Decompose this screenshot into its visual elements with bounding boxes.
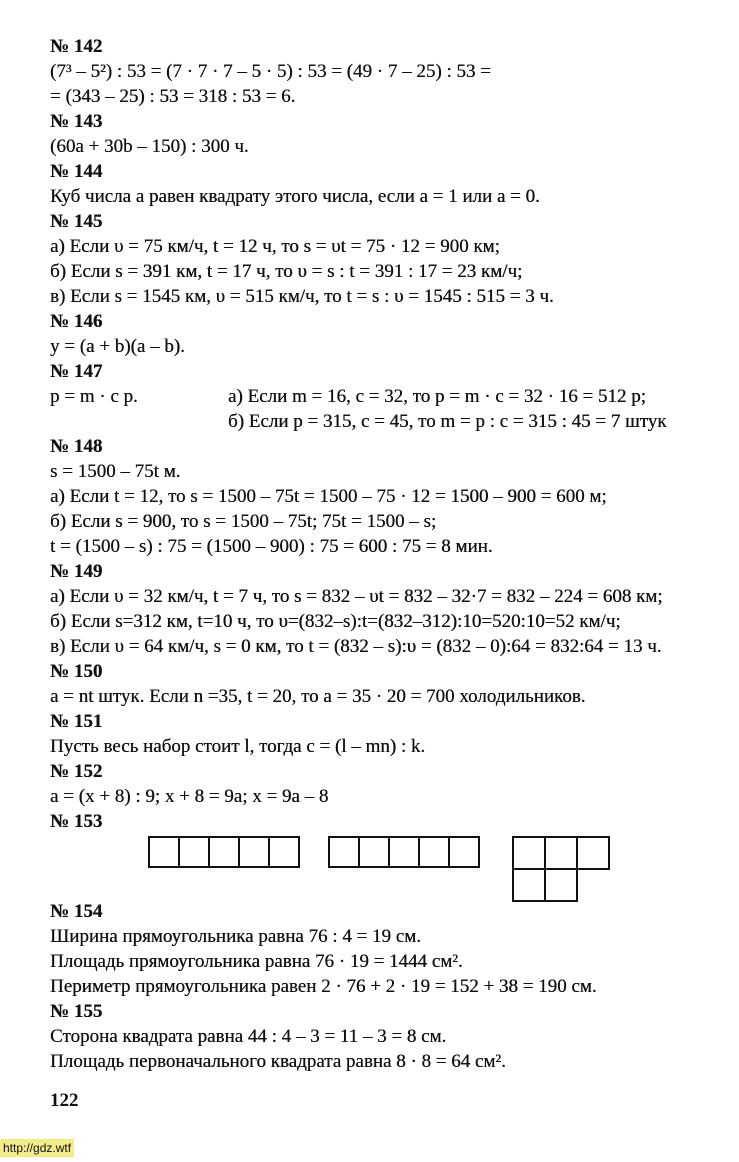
solution-line: Сторона квадрата равна 44 : 4 – 3 = 11 – 3 = 8 см. — [50, 1026, 447, 1047]
grid-square — [208, 836, 240, 868]
exercise-number: № 148 — [50, 436, 103, 457]
shape-figure — [328, 836, 478, 866]
exercise-number: № 154 — [50, 901, 103, 922]
grid-square — [448, 836, 480, 868]
exercise-number: № 142 — [50, 36, 103, 57]
shape-figure — [512, 836, 608, 900]
solution-line: Пусть весь набор стоит l, тогда c = (l – mn) : k. — [50, 736, 426, 757]
solution-line: s = 1500 – 75t м. — [50, 461, 181, 482]
solution-line: а) Если m = 16, c = 32, то p = m · c = 32 · 16 = 512 р; — [228, 386, 646, 407]
solution-line: б) Если s = 391 км, t = 17 ч, то υ = s : t = 391 : 17 = 23 км/ч; — [50, 261, 523, 282]
solution-line: a = (x + 8) : 9; x + 8 = 9a; x = 9a – 8 — [50, 786, 329, 807]
grid-square — [418, 836, 450, 868]
solution-line: = (343 – 25) : 53 = 318 : 53 = 6. — [50, 86, 296, 107]
exercise-number: № 146 — [50, 311, 103, 332]
solution-row — [50, 409, 739, 434]
exercise-section — [50, 209, 739, 309]
grid-square — [544, 836, 578, 870]
exercise-section — [50, 34, 739, 109]
grid-square — [512, 836, 546, 870]
grid-square — [576, 836, 610, 870]
exercise-number: № 145 — [50, 211, 103, 232]
solution-line: (60a + 30b – 150) : 300 ч. — [50, 136, 249, 157]
exercise-number: № 153 — [50, 811, 103, 832]
exercise-section — [50, 999, 739, 1074]
solution-line: б) Если p = 315, c = 45, то m = p : c = 315 : 45 = 7 штук — [228, 411, 667, 432]
exercise-number: № 151 — [50, 711, 103, 732]
exercise-section — [50, 559, 739, 659]
exercise-section — [50, 759, 739, 809]
exercise-section — [50, 359, 739, 434]
exercise-section — [50, 309, 739, 359]
exercise-section — [50, 434, 739, 559]
solution-line: (7³ – 5²) : 53 = (7 · 7 · 7 – 5 · 5) : 53 = (49 · 7 – 25) : 53 = — [50, 61, 491, 82]
solution-line: Куб числа a равен квадрату этого числа, если a = 1 или a = 0. — [50, 186, 540, 207]
solution-line: а) Если t = 12, то s = 1500 – 75t = 1500 – 75 · 12 = 1500 – 900 = 600 м; — [50, 486, 607, 507]
exercise-number: № 150 — [50, 661, 103, 682]
grid-square — [388, 836, 420, 868]
solution-line: a = nt штук. Если n =35, t = 20, то a = 35 · 20 = 700 холодильников. — [50, 686, 586, 707]
exercise-section — [50, 109, 739, 159]
formula: p = m · c р. — [50, 386, 138, 407]
exercise-number: № 143 — [50, 111, 103, 132]
exercise-number: № 155 — [50, 1001, 103, 1022]
grid-square — [268, 836, 300, 868]
watermark-link[interactable]: http://gdz.wtf — [0, 1139, 74, 1157]
exercise-section — [50, 809, 739, 899]
solution-line: Периметр прямоугольника равен 2 · 76 + 2 · 19 = 152 + 38 = 190 см. — [50, 976, 597, 997]
exercise-section — [50, 159, 739, 209]
figure-shapes — [50, 834, 739, 899]
exercise-section — [50, 899, 739, 999]
grid-square — [178, 836, 210, 868]
solution-line: y = (a + b)(a – b). — [50, 336, 185, 357]
solution-line: Ширина прямоугольника равна 76 : 4 = 19 см. — [50, 926, 421, 947]
exercise-number: № 152 — [50, 761, 103, 782]
solution-line: в) Если υ = 64 км/ч, s = 0 км, то t = (832 – s):υ = (832 – 0):64 = 832:64 = 13 ч. — [50, 636, 662, 657]
solution-line: в) Если s = 1545 км, υ = 515 км/ч, то t = s : υ = 1545 : 515 = 3 ч. — [50, 286, 554, 307]
grid-square — [148, 836, 180, 868]
grid-square — [544, 868, 578, 902]
solution-line: Площадь первоначального квадрата равна 8 · 8 = 64 см². — [50, 1051, 506, 1072]
grid-square — [358, 836, 390, 868]
exercise-number: № 149 — [50, 561, 103, 582]
grid-square — [512, 868, 546, 902]
solution-line: а) Если υ = 32 км/ч, t = 7 ч, то s = 832 – υt = 832 – 32·7 = 832 – 224 = 608 км; — [50, 586, 663, 607]
exercise-section — [50, 709, 739, 759]
exercise-number: № 144 — [50, 161, 103, 182]
exercise-section — [50, 659, 739, 709]
page-number: 122 — [50, 1090, 79, 1111]
grid-square — [576, 868, 610, 902]
shape-figure — [148, 836, 298, 866]
solution-line: а) Если υ = 75 км/ч, t = 12 ч, то s = υt = 75 · 12 = 900 км; — [50, 236, 500, 257]
exercise-number: № 147 — [50, 361, 103, 382]
solutions-document — [50, 34, 739, 1074]
solution-line: Площадь прямоугольника равна 76 · 19 = 1444 см². — [50, 951, 463, 972]
solution-line: t = (1500 – s) : 75 = (1500 – 900) : 75 = 600 : 75 = 8 мин. — [50, 536, 493, 557]
grid-square — [238, 836, 270, 868]
solution-line: б) Если s=312 км, t=10 ч, то υ=(832–s):t=(832–312):10=520:10=52 км/ч; — [50, 611, 621, 632]
formula-row — [50, 384, 739, 409]
solution-line: б) Если s = 900, то s = 1500 – 75t; 75t = 1500 – s; — [50, 511, 437, 532]
grid-square — [328, 836, 360, 868]
